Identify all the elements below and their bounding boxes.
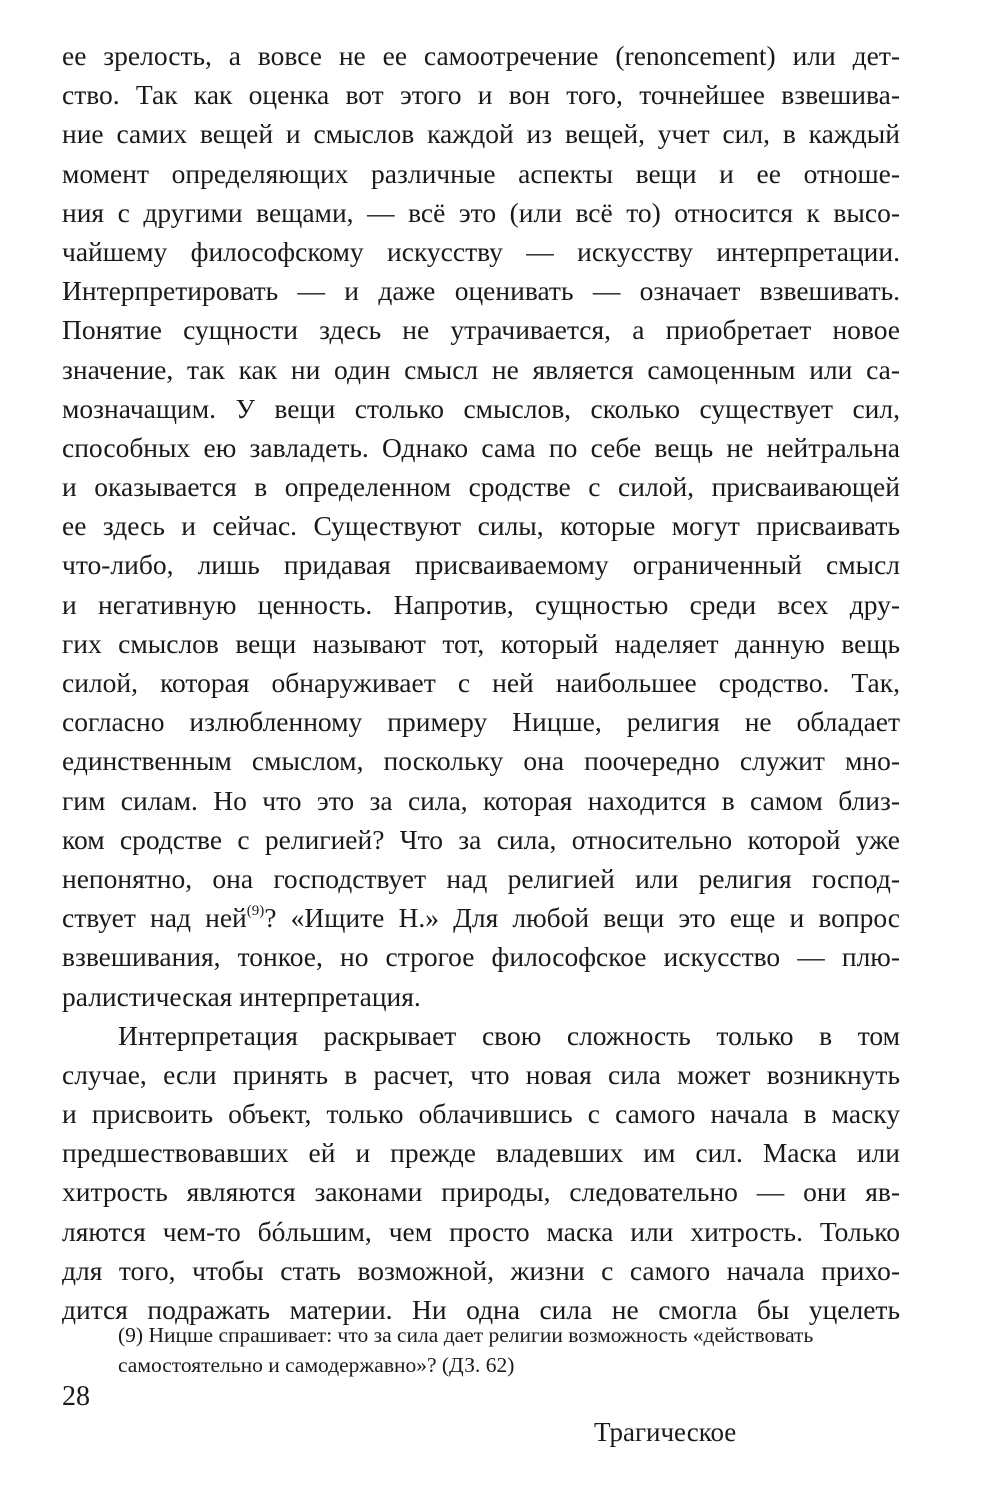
text-line: гих смыслов вещи называют тот, который наделяет данную вещь [62,627,900,659]
text-line: и негативную ценность. Напротив, сущностью среди всех дру- [62,588,900,620]
text-line: для того, чтобы стать возможной, жизни с самого начала прихо- [62,1254,900,1286]
text-line: взвешивания, тонкое, но строгое философское искусство — плю- [62,941,900,973]
line-segment: ? «Ищите Н.» Для любой вещи это еще и вопрос [264,902,900,934]
paragraph-first-line: Интерпретация раскрывает свою сложность только в том [118,1019,900,1051]
text-line: силой, которая обнаруживает с ней наибольшее сродство. Так, [62,667,900,698]
text-line: предшествовавших ей и прежде владевших им сил. Маска или [62,1137,900,1169]
running-title: Трагическое [594,1417,737,1447]
text-line: ляются чем-то бóльшим, чем просто маска или хитрость. Только [62,1215,900,1247]
text-line: чайшему философскому искусству — искусству интерпретации. [62,235,900,267]
footnote-reference[interactable]: (9) [246,903,265,920]
text-line: ние самих вещей и смыслов каждой из вещей, учет сил, в каждый [62,118,900,150]
text-line: и оказывается в определенном сродстве с силой, присваивающей [62,471,900,503]
text-line: непонятно, она господствует над религией или религия господ- [62,862,900,894]
text-line: единственным смыслом, поскольку она поочередно служит мно- [62,745,900,777]
text-line: ком сродстве с религией? Что за сила, относительно которой уже [62,823,900,855]
text-line: момент определяющих различные аспекты вещи и ее отноше- [62,157,900,189]
text-line: хитрость являются законами природы, следовательно — они яв- [62,1176,900,1208]
footnote-line: самостоятельно и самодержавно»? (ДЗ. 62) [118,1353,515,1377]
text-line: ралистическая интерпретация. [62,980,421,1012]
text-line: гим силам. Но что это за сила, которая находится в самом близ- [62,784,900,816]
footnote [118,1320,888,1380]
text-line: значение, так как ни один смысл не является самоценным или са- [62,353,900,385]
text-line: что-либо, лишь придавая присваиваемому ограниченный смысл [62,549,900,581]
text-line: Понятие сущности здесь не утрачивается, а приобретает новое [62,314,900,346]
text-line: случае, если принять в расчет, что новая сила может возникнуть [62,1058,900,1090]
footnote-line: (9) Ницше спрашивает: что за сила дает религии возможность «действовать [118,1323,814,1347]
text-line: мозначащим. У вещи столько смыслов, сколько существует сил, [62,392,900,424]
text-line: дится подражать материи. Ни одна сила не смогла бы уцелеть [62,1294,900,1325]
page-number: 28 [62,1381,90,1412]
main-text [62,36,900,1329]
text-line: и присвоить объект, только облачившись с самого начала в маску [62,1098,900,1130]
text-line: ее зрелость, а вовсе не ее самоотречение (renoncement) или дет- [62,40,900,71]
text-line: ство. Так как оценка вот этого и вон того, точнейшее взвешива- [62,79,900,111]
line-segment: ствует над ней [62,902,247,934]
text-line: согласно излюбленному примеру Ницше, религия не обладает [62,706,900,738]
text-line-with-footnote [62,898,900,937]
text-line: Интерпретировать — и даже оценивать — означает взвешивать. [62,275,900,307]
text-line: ния с другими вещами, — всё это (или всё то) относится к высо- [62,196,900,228]
text-line: способных ею завладеть. Однако сама по себе вещь не нейтральна [62,431,900,463]
text-line: ее здесь и сейчас. Существуют силы, которые могут присваивать [62,510,900,542]
